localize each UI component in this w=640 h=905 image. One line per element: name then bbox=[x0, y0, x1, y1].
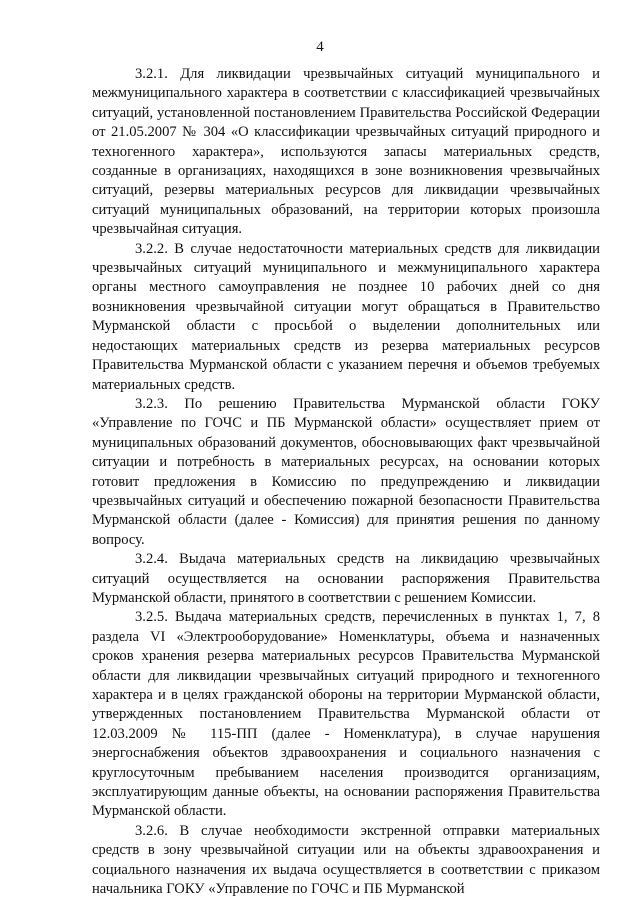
paragraph-3-2-4: 3.2.4. Выдача материальных средств на ликвидацию чрезвычайных ситуаций осуществляется на основании распоряжения Правительства Мурманской области, принятого в соответствии с решением Комиссии. bbox=[92, 551, 600, 606]
document-body bbox=[92, 65, 600, 899]
paragraph-3-2-3: 3.2.3. По решению Правительства Мурманской области ГОКУ «Управление по ГОЧС и ПБ Мурманской области» осуществляет прием от муниципальных образований документов, обосновывающих факт чрезвычайной ситуации и потребность в материальных ресурсах, на основании которых готовит предложения в Комиссию по предупреждению и ликвидации чрезвычайных ситуаций и обеспечению пожарной безопасности Правительства Мурманской области (далее - Комиссия) для принятия решения по данному вопросу. bbox=[92, 395, 600, 548]
paragraph-3-2-6: 3.2.6. В случае необходимости экстренной отправки материальных средств в зону чрезвычайной ситуации или на объекты здравоохранения и социального назначения их выдача осуществляется в соответствии с приказом начальника ГОКУ «Управление по ГОЧС и ПБ Мурманской bbox=[92, 822, 600, 898]
paragraph-3-2-5: 3.2.5. Выдача материальных средств, перечисленных в пунктах 1, 7, 8 раздела VI «Электрооборудование» Номенклатуры, объема и назначенных сроков хранения резерва материальных ресурсов Правительства Мурманской области для ликвидации чрезвычайных ситуаций природного и техногенного характера и в целях гражданской обороны на территории Мурманской области, утвержденных постановлением Правительства Мурманской области от 12.03.2009 № 115-ПП (далее - Номенклатура), в случае нарушения энергоснабжения объектов здравоохранения и социального назначения с круглосуточным пребыванием населения производится организациям, эксплуатирующим данные объекты, на основании распоряжения Правительства Мурманской области. bbox=[92, 609, 600, 820]
paragraph-3-2-1: 3.2.1. Для ликвидации чрезвычайных ситуаций муниципального и межмуниципального характера в соответствии с классификацией чрезвычайных ситуаций, установленной постановлением Правительства Российской Федерации от 21.05.2007 № 304 «О классификации чрезвычайных ситуаций природного и техногенного характера», используются запасы материальных средств, созданные в организациях, находящихся в зоне возникновения чрезвычайных ситуаций, резервы материальных ресурсов для ликвидации чрезвычайных ситуаций муниципальных образований, на территории которых произошла чрезвычайная ситуация. bbox=[92, 66, 600, 238]
page-number: 4 bbox=[316, 39, 324, 55]
paragraph-3-2-2: 3.2.2. В случае недостаточности материальных средств для ликвидации чрезвычайных ситуаций муниципального и межмуниципального характера органы местного самоуправления не позднее 10 рабочих дней со дня возникновения чрезвычайной ситуации могут обращаться в Правительство Мурманской области с просьбой о выделении дополнительных или недостающих материальных средств из резерва материальных ресурсов Правительства Мурманской области с указанием перечня и объемов требуемых материальных средств. bbox=[92, 240, 600, 393]
